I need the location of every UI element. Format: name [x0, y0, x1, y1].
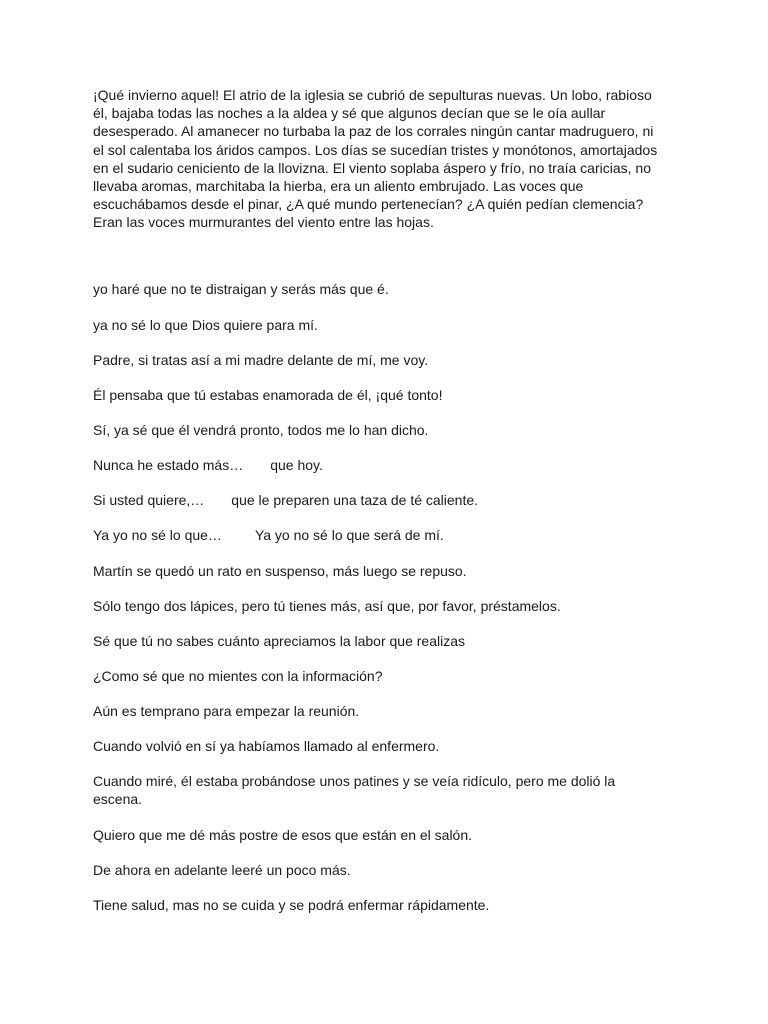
- sentence-line: Sé que tú no sabes cuánto apreciamos la labor que realizas: [93, 633, 466, 649]
- sentence-line: Sólo tengo dos lápices, pero tú tienes más, así que, por favor, préstamelos.: [93, 598, 561, 614]
- sentence-line-with-blank: [93, 526, 444, 544]
- sentence-part: que hoy.: [270, 457, 323, 473]
- sentence-line: Cuando volvió en sí ya habíamos llamado al enfermero.: [93, 738, 440, 754]
- intro-line: desesperado. Al amanecer no turbaba la paz de los corrales ningún cantar madruguero, ni: [93, 123, 654, 140]
- intro-line: el sol calentaba los áridos campos. Los días se sucedían tristes y monótonos, amortajados: [93, 141, 658, 158]
- sentence-part: Ya yo no sé lo que será de mí.: [254, 527, 444, 543]
- sentence-line: ¿Como sé que no mientes con la información?: [93, 668, 383, 684]
- sentence-line: Martín se quedó un rato en suspenso, más luego se repuso.: [93, 563, 467, 579]
- sentence-line: Sí, ya sé que él vendrá pronto, todos me lo han dicho.: [93, 422, 429, 438]
- sentence-line: Quiero que me dé más postre de esos que están en el salón.: [93, 827, 473, 843]
- sentence-line: Él pensaba que tú estabas enamorada de él, ¡qué tonto!: [93, 387, 443, 403]
- sentence-part: Si usted quiere,…: [93, 492, 205, 508]
- sentence-part: que le preparen una taza de té caliente.: [231, 492, 479, 508]
- intro-line: Eran las voces murmurantes del viento entre las hojas.: [93, 214, 434, 231]
- sentence-line-with-blank: [93, 491, 478, 509]
- sentence-line-wrapped: [93, 772, 615, 808]
- sentence-part: Cuando miré, él estaba probándose unos patines y se veía ridículo, pero me dolió la: [93, 773, 616, 789]
- sentence-part: escena.: [93, 791, 143, 807]
- intro-line: él, bajaba todas las noches a la aldea y sé que algunos decían que se le oía aullar: [93, 105, 606, 122]
- sentence-part: Ya yo no sé lo que…: [93, 527, 222, 543]
- intro-paragraph: [93, 86, 673, 232]
- sentence-line: Aún es temprano para empezar la reunión.: [93, 703, 360, 719]
- sentence-line: ya no sé lo que Dios quiere para mí.: [93, 317, 318, 333]
- intro-line: ¡Qué invierno aquel! El atrio de la iglesia se cubrió de sepulturas nuevas. Un lobo, rabioso: [93, 87, 652, 103]
- sentence-line-with-blank: [93, 456, 323, 474]
- sentence-part: Nunca he estado más…: [93, 457, 244, 473]
- intro-line: escuchábamos desde el pinar, ¿A qué mundo pertenecían? ¿A quién pedían clemencia?: [93, 196, 644, 213]
- sentence-line: Padre, si tratas así a mi madre delante de mí, me voy.: [93, 352, 429, 368]
- sentence-line: De ahora en adelante leeré un poco más.: [93, 862, 351, 878]
- sentence-line: Tiene salud, mas no se cuida y se podrá enfermar rápidamente.: [93, 897, 490, 913]
- intro-line: en el sudario ceniciento de la llovizna. El viento soplaba áspero y frío, no traía caricias, no: [93, 159, 651, 176]
- sentence-line: yo haré que no te distraigan y serás más que é.: [93, 281, 389, 297]
- intro-line: llevaba aromas, marchitaba la hierba, era un aliento embrujado. Las voces que: [93, 178, 584, 195]
